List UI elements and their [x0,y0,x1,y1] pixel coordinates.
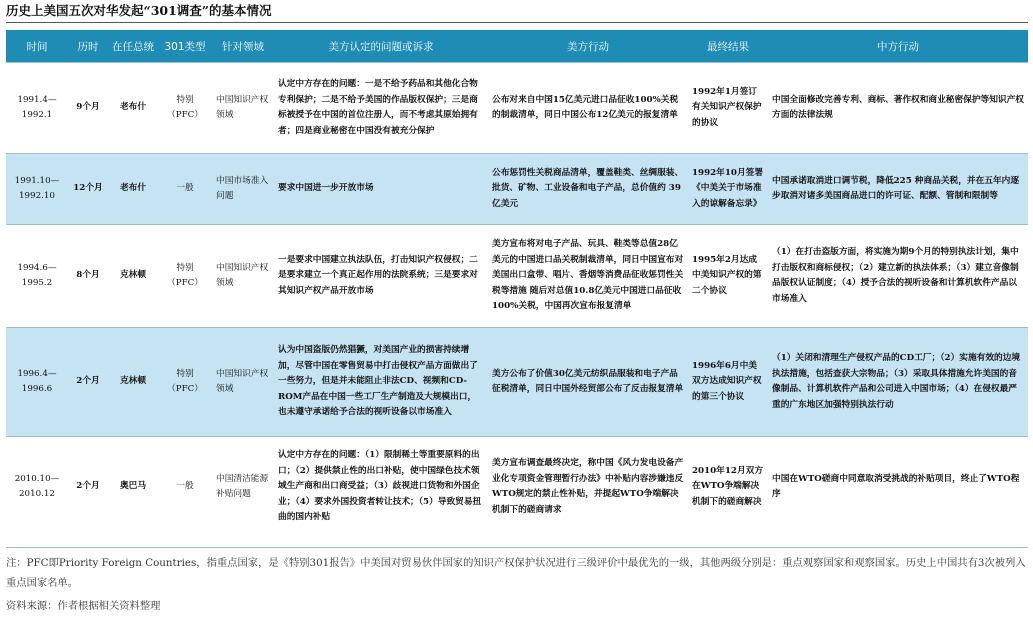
cell-issue: 认定中方存在的问题：一是不给予药品和其他化合物专利保护；二是不给予美国的作品版权保护；三是商标被授予在中国的首位注册人，而不考虑其原始拥有者；四是商业秘密在中国没有被充分保护 [274,63,488,154]
cell-type: 特别（PFC） [158,225,212,328]
cell-issue: 认定中方存在的问题：（1）限制稀土等重要原料的出口；（2）提供禁止性的出口补贴，使中国绿色技术领域生产商和出口商受益；（3）歧视进口货物和外国企业；（4）要求外国投资者转让技术；（5）导致贸易扭曲的国内补贴 [274,437,488,538]
header-cn-action: 中方行动 [768,30,1028,63]
cell-us-action: 公布对来自中国15亿美元进口品征收100%关税的制裁清单，同日中国公布12亿美元的报复清单 [488,63,688,154]
cell-result: 2010年12月双方在WTO争端解决机制下的磋商解决 [688,437,768,538]
cell-type: 一般 [158,437,212,538]
header-field: 针对领域 [212,30,274,63]
table-row [6,437,1028,538]
cell-issue: 要求中国进一步开放市场 [274,154,488,225]
cell-duration: 8个月 [68,225,108,328]
header-type: 301类型 [158,30,212,63]
cell-president: 奥巴马 [108,437,158,538]
header-president: 在任总统 [108,30,158,63]
header-time: 时间 [6,30,68,63]
bottom-divider [6,547,1028,548]
cell-field: 中国知识产权领域 [212,328,274,437]
cell-type: 一般 [158,154,212,225]
cell-result: 1992年10月签署《中美关于市场准入的谅解备忘录》 [688,154,768,225]
cell-cn-action: 中国承诺取消进口调节税，降低225 种商品关税，并在五年内逐步取消对诸多美国商品进口的许可证、配额、管制和限制等 [768,154,1028,225]
table-row [6,63,1028,154]
cell-cn-action: 中国全面修改完善专利、商标、著作权和商业秘密保护等知识产权方面的法律法规 [768,63,1028,154]
cell-president: 老布什 [108,154,158,225]
cell-president: 克林顿 [108,328,158,437]
cell-duration: 2个月 [68,328,108,437]
header-issue: 美方认定的问题或诉求 [274,30,488,63]
cell-field: 中国清洁能源补贴问题 [212,437,274,538]
cell-time: 2010.10—2010.12 [6,437,68,538]
cell-type: 特别（PFC） [158,328,212,437]
source-note: 资料来源：作者根据相关资料整理 [6,600,161,612]
page-title: 历史上美国五次对华发起“301调查”的基本情况 [6,3,272,18]
cell-issue: 认为中国盗版仍然猖獗，对美国产业的损害持续增加，尽管中国在零售贸易中打击侵权产品方面做出了一些努力，但是并未能阻止非法CD、视频和CD-ROM产品在中国一些工厂生产制造及大规模出口，也未遵守承诺给予合法的视听设备以市场准入 [274,328,488,437]
cell-result: 1995年2月达成中美知识产权的第二个协议 [688,225,768,328]
cell-result: 1996年6月中美双方达成知识产权的第三个协议 [688,328,768,437]
cell-us-action: 美方宣布将对电子产品、玩具、鞋类等总值28亿美元的中国进口品关税制裁清单，同日中国宣布对美国出口盒带、唱片、香烟等消费品征收惩罚性关税等措施 随后对总值10.8亿美元中国进口品征收100%关税，中国再次宣布报复清单 [488,225,688,328]
cell-cn-action: 中国在WTO磋商中同意取消受挑战的补贴项目，终止了WTO程序 [768,437,1028,538]
cell-issue: 一是要求中国建立执法队伍，打击知识产权侵权；二是要求建立一个真正起作用的法院系统；三是要求对其知识产权产品开放市场 [274,225,488,328]
cell-field: 中国知识产权领域 [212,63,274,154]
cell-field: 中国市场准入问题 [212,154,274,225]
top-divider [6,22,1028,23]
cell-duration: 9个月 [68,63,108,154]
footnote: 注：PFC即Priority Foreign Countries，指重点国家，是《特别301报告》中美国对贸易伙伴国家的知识产权保护状况进行三级评价中最优先的一级，其他两级分别是：重点观察国家和观察国家。历史上中国共有3次被列入重点国家名单。 [6,557,1026,589]
cell-cn-action: （1）在打击盗版方面，将实施为期9个月的特别执法计划，集中打击版权和商标侵权；（2）建立新的执法体系；（3）建立音像制品版权认证制度；（4）授予合法的视听设备和计算机软件产品以市场准入 [768,225,1028,328]
cell-duration: 12个月 [68,154,108,225]
cell-president: 克林顿 [108,225,158,328]
cell-time: 1991.10—1992.10 [6,154,68,225]
cell-time: 1994.6—1995.2 [6,225,68,328]
table-row [6,225,1028,328]
cell-president: 老布什 [108,63,158,154]
table-row [6,328,1028,437]
cell-field: 中国知识产权领域 [212,225,274,328]
cell-time: 1996.4—1996.6 [6,328,68,437]
investigation-table [6,30,1028,537]
header-duration: 历时 [68,30,108,63]
cell-us-action: 美方宣布调查最终决定，称中国《风力发电设备产业化专项资金管理暂行办法》中补贴内容涉嫌违反WTO规定的禁止性补贴，并提起WTO争端解决机制下的磋商请求 [488,437,688,538]
cell-time: 1991.4—1992.1 [6,63,68,154]
cell-result: 1992年1月签订有关知识产权保护的协议 [688,63,768,154]
cell-us-action: 公布惩罚性关税商品清单，覆盖鞋类、丝绸服装、批货、矿物、工业设备和电子产品，总价值约 39 亿美元 [488,154,688,225]
header-result: 最终结果 [688,30,768,63]
cell-us-action: 美方公布了价值30亿美元纺织品服装和电子产品征税清单，同日中国外经贸部公布了反击报复清单 [488,328,688,437]
header-us-action: 美方行动 [488,30,688,63]
table-header-row [6,30,1028,63]
cell-duration: 2个月 [68,437,108,538]
cell-cn-action: （1）关闭和清理生产侵权产品的CD工厂；（2）实施有效的边境执法措施，包括查获大宗物品；（3）采取具体措施允许美国的音像制品、计算机软件产品和公司进入中国市场；（4）在侵权最严重的广东地区加强特别执法行动 [768,328,1028,437]
table-row [6,154,1028,225]
cell-type: 特别（PFC） [158,63,212,154]
